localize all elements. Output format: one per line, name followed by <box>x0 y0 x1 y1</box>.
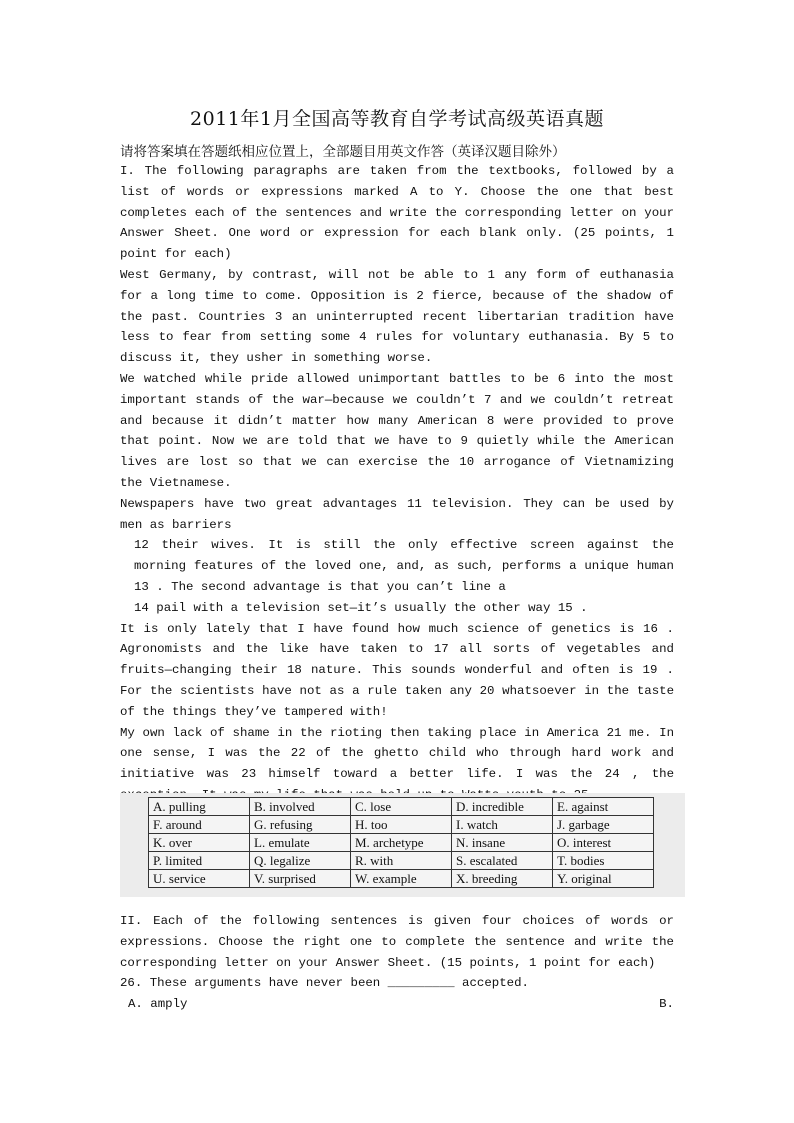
word-table-row <box>149 798 654 816</box>
word-list-table <box>148 797 654 888</box>
passage-1: West Germany, by contrast, will not be able to 1 any form of euthanasia for a long time to come. Opposition is 2 fierce, because of the shadow of the past. Countries 3 an uninterrupted recent libertarian tradition have less to fear from setting some 4 rules for voluntary euthanasia. By 5 to discuss it, they usher in something worse. <box>120 267 674 366</box>
word-option: X. breeding <box>452 870 553 888</box>
choice-b: B. <box>659 997 674 1012</box>
passage-2: We watched while pride allowed unimportant battles to be 6 into the most important stands of the war—because we couldn’t 7 and we couldn’t retreat and because it didn’t matter how many American 8 were provided to prove that point. Now we are told that we have to 9 quietly while the American lives are lost so that we can exercise the 10 arrogance of Vietnamizing the Vietnamese. <box>120 371 674 490</box>
passage-5: My own lack of shame in the rioting then taking place in America 21 me. In one sense, I was the 22 of the ghetto child who through hard work and initiative was 23 himself toward a better life. I was the 24 , the <box>120 725 674 782</box>
word-option: P. limited <box>149 852 250 870</box>
word-table-row <box>149 852 654 870</box>
word-list-figure <box>120 793 685 897</box>
passage-3c: 14 pail with a television set—it’s usually the other way 15 . <box>134 600 588 615</box>
word-option: A. pulling <box>149 798 250 816</box>
word-option: F. around <box>149 816 250 834</box>
word-option: R. with <box>351 852 452 870</box>
word-option: T. bodies <box>553 852 654 870</box>
word-option: L. emulate <box>250 834 351 852</box>
word-option: D. incredible <box>452 798 553 816</box>
word-option: H. too <box>351 816 452 834</box>
instruction-line: 请将答案填在答题纸相应位置上，全部题目用英文作答（英译汉题目除外） <box>120 144 566 160</box>
word-option: E. against <box>553 798 654 816</box>
word-table-row <box>149 870 654 888</box>
word-option: N. insane <box>452 834 553 852</box>
word-option: U. service <box>149 870 250 888</box>
word-option: S. escalated <box>452 852 553 870</box>
word-option: K. over <box>149 834 250 852</box>
word-table-row <box>149 834 654 852</box>
word-option: O. interest <box>553 834 654 852</box>
passage-3b: 12 their wives. It is still the only effective screen against the morning features of the loved one, and, as such, performs a unique human 13 . The second advantage is that you can’t line a <box>134 538 674 594</box>
word-option: B. involved <box>250 798 351 816</box>
question-26: 26. These arguments have never been _________ accepted. <box>120 976 529 991</box>
passage-4: It is only lately that I have found how much science of genetics is 16 . Agronomists and the like have taken to 17 all sorts of vegetables and fruits—changing their 18 nature. This sounds wonderful and often is 19 . For the scientists have not as a rule taken any 20 whatsoever in the taste of the things they’ve tampered with! <box>120 621 674 719</box>
word-option: Y. original <box>553 870 654 888</box>
word-option: I. watch <box>452 816 553 834</box>
page-title: 2011年1月全国高等教育自学考试高级英语真题 <box>190 108 604 130</box>
word-table-row <box>149 816 654 834</box>
section-2 <box>120 911 674 1015</box>
word-option: Q. legalize <box>250 852 351 870</box>
word-option: W. example <box>351 870 452 888</box>
word-option: C. lose <box>351 798 452 816</box>
word-option: G. refusing <box>250 816 351 834</box>
section-2-intro: II. Each of the following sentences is given four choices of words or expressions. Choose the right one to complete the sentence and write the corresponding letter on your Answer Sheet. (15 points, 1 point for each) <box>120 914 674 970</box>
word-option: J. garbage <box>553 816 654 834</box>
section-1 <box>120 161 674 806</box>
word-option: V. surprised <box>250 870 351 888</box>
passage-3a: Newspapers have two great advantages 11 television. They can be used by men as barriers <box>120 496 674 532</box>
question-26-choices <box>120 994 674 1015</box>
choice-a: A. amply <box>128 997 188 1012</box>
word-option: M. archetype <box>351 834 452 852</box>
section-1-intro: I. The following paragraphs are taken from the textbooks, followed by a list of words or expressions marked A to Y. Choose the one that best completes each of the sentences and write the corresponding letter on your Answer Sheet. One word or expression for each blank only. (25 points, 1 point for each) <box>120 164 674 262</box>
